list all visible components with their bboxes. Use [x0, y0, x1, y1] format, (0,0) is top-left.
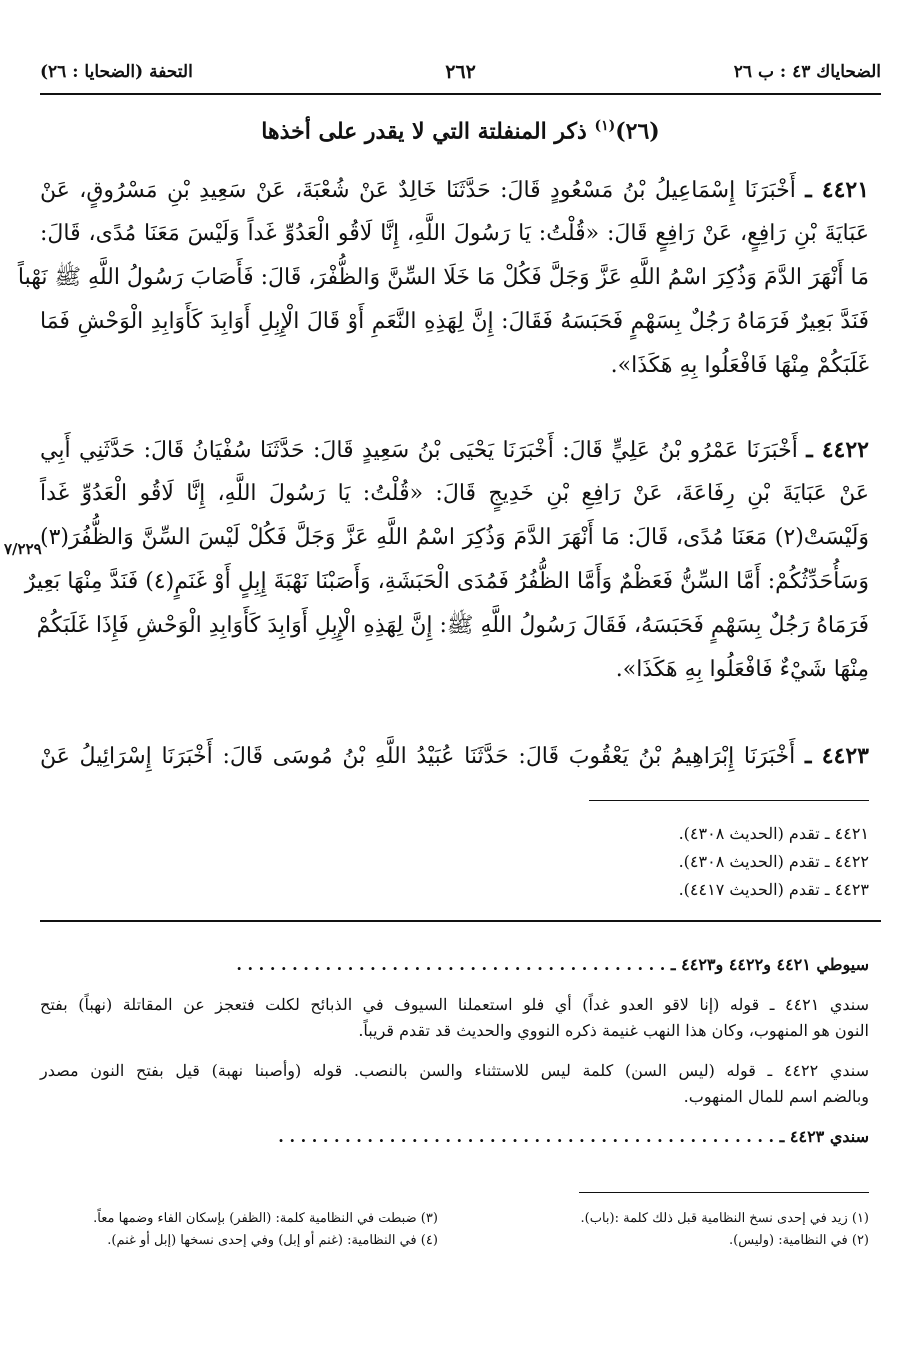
commentary-separator: [40, 920, 881, 922]
footnotes: [40, 1208, 869, 1252]
hadith-number: ٤٤٢٢ ـ: [806, 437, 869, 463]
hadith-line: مِنْهَا شَيْءٌ فَافْعَلُوا بِهِ هَكَذَا».: [615, 657, 869, 682]
footnote: (٤) في النظامية: (غنم أو إبل) وفي إحدى نسخها (إبل أو غنم).: [107, 1233, 438, 1248]
hadith-line: وَلَيْسَتْ(٢) مَعَنَا مُدًى، قَالَ: مَا أَنْهَرَ الدَّمَ وَذُكِرَ اسْمُ اللَّهِ عَزَّ وَجَلَّ فَكُلْ لَيْسَ السِّنَّ وَالظُّفُرَ(٣): [40, 525, 869, 550]
footnote: (١) زيد في إحدى نسخ النظامية قبل ذلك كلمة :(باب).: [580, 1211, 869, 1226]
hadith-4422: [24, 428, 869, 692]
takhrij-list: [679, 820, 869, 904]
chapter-title-text: ذكر المنفلتة التي لا يقدر على أخذها: [261, 118, 587, 145]
footnotes-left-column: [40, 1208, 438, 1252]
running-head: [40, 55, 881, 89]
takhrij-item: ٤٤٢٣ ـ تقدم (الحديث ٤٤١٧).: [678, 880, 869, 899]
hadith-line: غَلَبَكُمْ مِنْهَا فَافْعَلُوا بِهِ هَكَذَا».: [610, 353, 869, 378]
footnote: (٣) ضبطت في النظامية كلمة: (الظفر) بإسكان الفاء وضمها معاً.: [93, 1211, 438, 1226]
hadith-line: فَرَمَاهُ رَجُلٌ بِسَهْمٍ فَحَبَسَهُ، فَقَالَ رَسُولُ اللَّهِ ﷺ: إِنَّ لِهَذِهِ الْإِبِلِ أَوَابِدَ كَأَوَابِدِ الْوَحْشِ فَإِذَا غَلَبَكُمْ: [36, 613, 869, 638]
takhrij-item: ٤٤٢٢ ـ تقدم (الحديث ٤٣٠٨).: [678, 852, 869, 871]
footnote: (٢) في النظامية: (وليس).: [729, 1233, 869, 1248]
running-head-left: التحفة (الضحايا : ٢٦): [40, 62, 193, 82]
takhrij-separator: [589, 800, 869, 801]
hadith-line: عَنْ عَبَايَةَ بْنِ رِفَاعَةَ، عَنْ رَافِعِ بْنِ خَدِيجٍ قَالَ: «قُلْتُ: يَا رَسُولَ اللَّهِ، إِنَّا لَاقُو الْعَدُوِّ غَداً: [40, 481, 869, 506]
hadith-line: وَسَأُحَدِّثُكُمْ: أَمَّا السِّنُّ فَعَظْمٌ وَأَمَّا الظُّفُرُ فَمُدَى الْحَبَشَةِ، وَأَصَبْنَا نَهْبَةَ إِبِلٍ أَوْ غَنَمٍ(٤) فَنَدَّ مِنْهَا بَعِيرٌ: [24, 569, 869, 594]
footnotes-separator: [579, 1192, 869, 1193]
commentary-line: سندي ٤٤٢١ ـ قوله (إنا لاقو العدو غداً) أي فلو استعملنا السيوف في الذبائح لكلت فتعجز عن المقاتلة (نهباً) بفتح: [40, 995, 869, 1014]
chapter-number: (٢٦): [615, 118, 660, 145]
commentary-sindi-4422: [40, 1058, 869, 1110]
hadith-4423: [40, 734, 869, 778]
takhrij-item: ٤٤٢١ ـ تقدم (الحديث ٤٣٠٨).: [678, 824, 869, 843]
margin-volume-page-mark: ٧/٢٢٩: [4, 540, 42, 558]
commentary-line: سندي ٤٤٢٢ ـ قوله (ليس السن) كلمة ليس للاستثناء والسن بالنصب. قوله (وأصبنا نهبة) قيل بفتح النون مصدر: [40, 1061, 869, 1080]
commentary-line: النون هو المنهوب، وكان هذا النهب غنيمة ذكره النووي والحديث قد تقدم قريباً.: [358, 1021, 869, 1040]
hadith-number: ٤٤٢٣ ـ: [804, 743, 869, 769]
running-head-right: الضحاياك ٤٣ : ب ٢٦: [733, 62, 881, 82]
footnotes-right-column: [471, 1208, 869, 1252]
commentary-section: [40, 952, 869, 1164]
hadith-4421: [17, 168, 870, 388]
hadith-line: ٤٤٢١ ـ أَخْبَرَنَا إِسْمَاعِيلُ بْنُ مَسْعُودٍ قَالَ: حَدَّثَنَا خَالِدٌ عَنْ شُعْبَةَ، عَنْ سَعِيدِ بْنِ مَسْرُوقٍ، عَنْ: [40, 177, 870, 203]
commentary-suyuti: [40, 952, 869, 978]
page-number: ٢٦٢: [445, 61, 476, 83]
commentary-sindi-4423: [40, 1124, 869, 1150]
commentary-sindi-4421: [40, 992, 869, 1044]
header-rule: [40, 93, 881, 95]
hadith-line: فَنَدَّ بَعِيرٌ فَرَمَاهُ رَجُلٌ بِسَهْمٍ فَحَبَسَهُ فَقَالَ: إِنَّ لِهَذِهِ النَّعَمِ أَوْ قَالَ الْإِبِلِ أَوَابِدَ كَأَوَابِدِ الْوَحْشِ فَمَا: [40, 309, 869, 334]
chapter-title: [40, 118, 881, 144]
hadith-line: مَا أَنْهَرَ الدَّمَ وَذُكِرَ اسْمُ اللَّهِ عَزَّ وَجَلَّ فَكُلْ مَا خَلَا السِّنَّ وَالظُّفْرَ، قَالَ: فَأَصَابَ رَسُولُ اللَّهِ ﷺ نَهْباً: [17, 265, 869, 290]
chapter-footnote-ref: (١): [594, 118, 616, 134]
hadith-number: ٤٤٢١ ـ: [805, 177, 870, 203]
commentary-line: سيوطي ٤٤٢١ و٤٤٢٢ و٤٤٢٣ ـ . . . . . . . . . . . . . . . . . . . . . . . . . . . . . . . . . . . . . . .: [236, 955, 869, 974]
hadith-line: عَبَايَةَ بْنِ رَافِعٍ، عَنْ رَافِعٍ قَالَ: «قُلْتُ: يَا رَسُولَ اللَّهِ، إِنَّا لَاقُو الْعَدُوِّ غَداً وَلَيْسَ مَعَنَا مُدًى، قَالَ:: [40, 221, 869, 246]
commentary-line: سندي ٤٤٢٣ ـ . . . . . . . . . . . . . . . . . . . . . . . . . . . . . . . . . . . . . . . . . . . . .: [278, 1127, 869, 1146]
hadith-line: ٤٤٢٣ ـ أَخْبَرَنَا إِبْرَاهِيمُ بْنُ يَعْقُوبَ قَالَ: حَدَّثَنَا عُبَيْدُ اللَّهِ بْنُ مُوسَى قَالَ: أَخْبَرَنَا إِسْرَائِيلُ عَنْ: [40, 743, 869, 769]
hadith-line: ٤٤٢٢ ـ أَخْبَرَنَا عَمْرُو بْنُ عَلِيٍّ قَالَ: أَخْبَرَنَا يَحْيَى بْنُ سَعِيدٍ قَالَ: حَدَّثَنَا سُفْيَانُ قَالَ: حَدَّثَنِي أَبِي: [40, 437, 869, 463]
commentary-line: وبالضم اسم للمال المنهوب.: [683, 1087, 869, 1106]
